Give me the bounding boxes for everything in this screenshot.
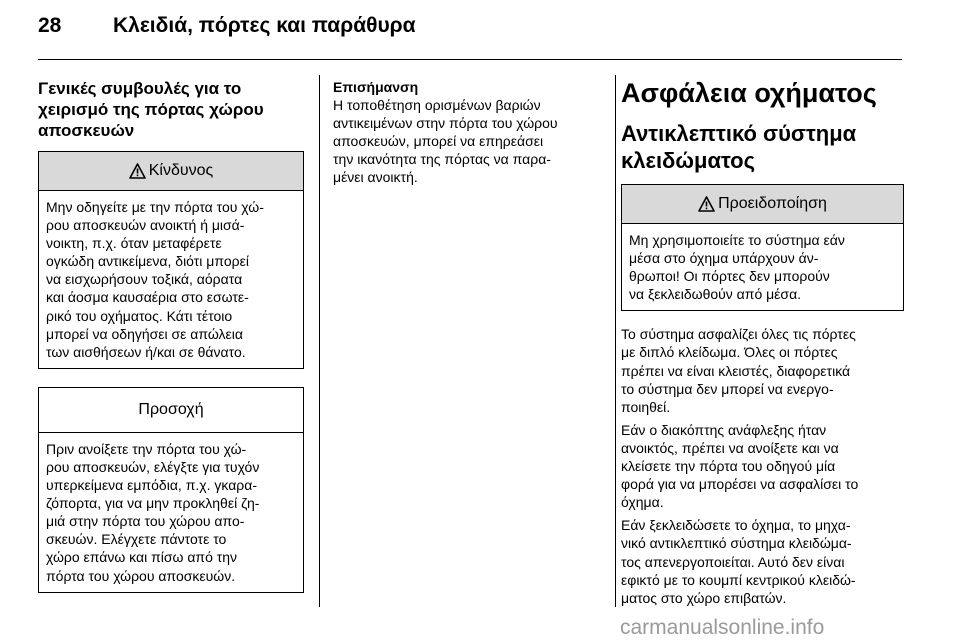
subsection-title: Αντικλεπτικό σύστημα κλειδώματος (621, 121, 857, 173)
body-paragraph: Το σύστημα ασφαλίζει όλες τις πόρτες με διπλό κλείδωμα. Όλες οι πόρτες πρέπει να είναι κλειστές, διαφορετικά το σύστημα δεν μπορεί να ενεργο- ποιηθεί. (621, 326, 856, 415)
column-divider-right (615, 75, 616, 607)
watermark: carmanualsonline.info (620, 616, 825, 639)
caution-box-text: Πριν ανοίξετε την πόρτα του χώ- ρου αποσκευών, ελέγξτε για τυχόν υπερκείμενα εμπόδια, π.χ. γκαρα- ζόπορτα, για να μην προκληθεί ζη- μιά στην πόρτα του χώρου απο- σκευών. Ελέγχετε πάντοτε το χώρο επάνω και πίσω από την πόρτα του χώρου αποσκευών. (46, 440, 260, 584)
note-title: Επισήμανση (333, 79, 419, 95)
warning-box-text: Μη χρησιμοποιείτε το σύστημα εάν μέσα στο όχημα υπάρχουν άν- θρωποι! Οι πόρτες δεν μπορούν να ξεκλειδωθούν από μέσα. (629, 232, 845, 303)
danger-box-title: Κίνδυνος (148, 162, 214, 179)
warning-triangle-icon (698, 196, 715, 212)
caution-box (38, 387, 304, 593)
header-divider (38, 59, 902, 60)
section-title: Ασφάλεια οχήματος (621, 78, 877, 108)
caution-box-header (39, 388, 303, 433)
left-column (38, 78, 304, 593)
body-paragraph: Εάν ο διακόπτης ανάφλεξης ήταν ανοικτός, πρέπει να ανοίξετε και να κλείσετε την πόρτα του οδηγού μία φορά για να μπορέσει να ασφαλίσει το όχημα. (621, 421, 859, 511)
right-column (621, 78, 904, 607)
danger-box (38, 151, 304, 369)
running-title: Κλειδιά, πόρτες και παράθυρα (113, 14, 416, 37)
tailgate-handling-heading: Γενικές συμβουλές για το χειρισμό της πόρτας χώρου αποσκευών (38, 79, 264, 140)
page-number: 28 (38, 14, 62, 37)
danger-box-text: Μην οδηγείτε με την πόρτα του χώ- ρου αποσκευών ανοικτή ή μισά- νοικτη, π.χ. όταν μεταφέρετε ογκώδη αντικείμενα, διότι μπορεί να εισχωρήσουν τοξικά, αόρατα και άοσμα καυσαέρια στο εσωτε- ρικό του οχήματος. Κάτι τέτοιο μπορεί να οδηγήσει σε απώλεια των αισθήσεων ή/και σε θάνατο. (46, 199, 264, 360)
danger-box-header (39, 152, 303, 191)
body-paragraph: Εάν ξεκλειδώσετε το όχημα, το μηχα- νικό αντικλεπτικό σύστημα κλειδώμα- τος απενεργοποιείται. Αυτό δεν είναι εφικτό με το κουμπί κεντρικού κλειδώ- ματος στο χώρο επιβατών. (621, 517, 856, 606)
warning-box (621, 184, 904, 311)
middle-column (333, 78, 605, 186)
column-divider-left (319, 75, 320, 607)
warning-triangle-icon (129, 163, 146, 179)
caution-box-title: Προσοχή (138, 400, 204, 418)
warning-box-title: Προειδοποίηση (718, 195, 827, 212)
note-text: Η τοποθέτηση ορισμένων βαριών αντικειμένων στην πόρτα του χώρου αποσκευών, μπορεί να επηρεάσει την ικανότητα της πόρτας να παρα- μένει ανοικτή. (333, 97, 558, 186)
warning-box-header (622, 185, 903, 224)
